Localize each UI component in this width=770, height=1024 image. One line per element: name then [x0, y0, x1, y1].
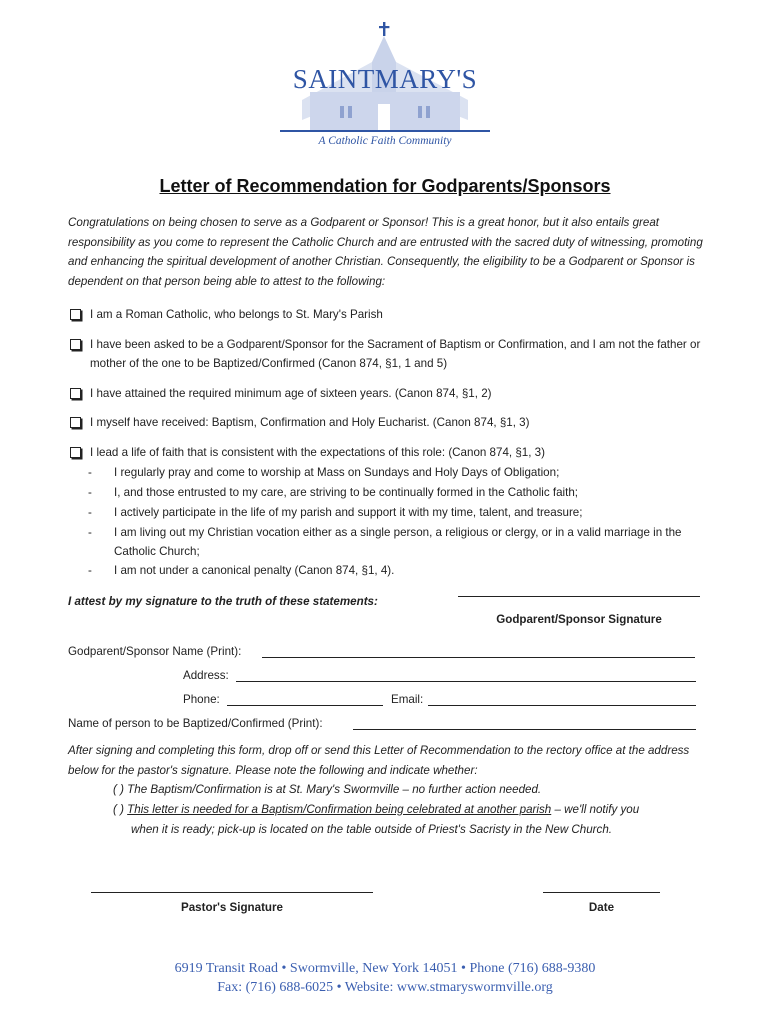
parish-logo: [280, 20, 490, 155]
email-field[interactable]: [428, 705, 696, 706]
footer-address: 6919 Transit Road • Swormville, New York 14051 • Phone (716) 688-9380: [174, 961, 596, 976]
checkbox-icon: [70, 388, 81, 399]
page-title: Letter of Recommendation for Godparents/Sponsors: [159, 176, 611, 196]
footer-contact: Fax: (716) 688-6025 • Website: www.stmaryswormville.org: [217, 980, 553, 995]
logo-wordmark: SAINTMARY'S: [292, 64, 478, 94]
godparent-name-field[interactable]: [262, 657, 695, 658]
phone-label: Phone:: [183, 693, 220, 706]
date-label: Date: [588, 901, 615, 914]
instructions-paragraph: After signing and completing this form, drop off or send this Letter of Recommendation to the rectory office at the address below for the pastor's signature. Please note the following and indicate whether:: [68, 744, 690, 777]
date-line[interactable]: [543, 892, 660, 893]
option-local-parish[interactable]: ( ) The Baptism/Confirmation is at St. Mary's Swormville – no further action needed.: [113, 783, 542, 796]
pastor-signature-line[interactable]: [91, 892, 373, 893]
checkbox-icon: [70, 339, 81, 350]
logo-tagline: A Catholic Faith Community: [318, 135, 452, 147]
address-label: Address:: [183, 669, 229, 682]
checkbox-icon: [70, 417, 81, 428]
attest-statement: I attest by my signature to the truth of these statements:: [68, 595, 378, 608]
checkbox-icon: [70, 309, 81, 320]
option-other-parish-note: when it is ready; pick-up is located on the table outside of Priest's Sacristy in the New Church.: [131, 823, 613, 836]
godparent-signature-label: Godparent/Sponsor Signature: [496, 613, 662, 626]
godparent-name-label: Godparent/Sponsor Name (Print):: [68, 645, 242, 658]
baptized-name-field[interactable]: [353, 729, 696, 730]
checkbox-icon: [70, 447, 81, 458]
godparent-signature-line[interactable]: [458, 596, 700, 597]
phone-field[interactable]: [227, 705, 383, 706]
email-label: Email:: [391, 693, 424, 706]
pastor-signature-label: Pastor's Signature: [181, 901, 283, 914]
option-other-parish[interactable]: ( ) This letter is needed for a Baptism/Confirmation being celebrated at another parish – we'll notify you: [113, 803, 640, 816]
intro-paragraph: Congratulations on being chosen to serve as a Godparent or Sponsor! This is a great honor, but it also entails great responsibility as you come to represent the Catholic Church and are entrusted with the sacred duty of witnessing, promoting and enhancing the spiritual development of another Christian. Consequently, the eligibility to be a Godparent or Sponsor is dependent on that person being able to attest to the following:: [68, 216, 703, 288]
address-field[interactable]: [236, 681, 696, 682]
baptized-name-label: Name of person to be Baptized/Confirmed (Print):: [68, 717, 323, 730]
